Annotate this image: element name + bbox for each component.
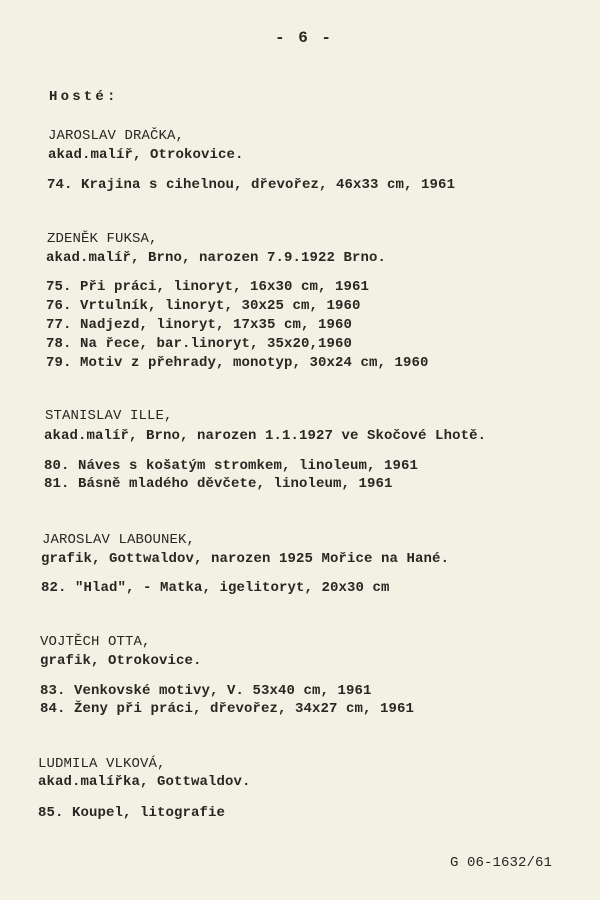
- artist-name: JAROSLAV DRAČKA,: [48, 128, 185, 144]
- document-code: G 06-1632/61: [450, 855, 553, 871]
- work-entry: 83. Venkovské motivy, V. 53x40 cm, 1961: [40, 683, 372, 699]
- page-number: - 6 -: [275, 29, 334, 47]
- work-entry: 84. Ženy při práci, dřevořez, 34x27 cm, 1961: [40, 701, 415, 717]
- artist-bio: grafik, Gottwaldov, narozen 1925 Mořice na Hané.: [41, 551, 450, 567]
- artist-bio: grafik, Otrokovice.: [40, 653, 202, 669]
- artist-name: LUDMILA VLKOVÁ,: [38, 756, 166, 772]
- work-entry: 85. Koupel, litografie: [38, 805, 226, 821]
- work-entry: 81. Básně mladého děvčete, linoleum, 1961: [44, 476, 393, 492]
- work-entry: 78. Na řece, bar.linoryt, 35x20,1960: [46, 336, 353, 352]
- work-entry: 76. Vrtulník, linoryt, 30x25 cm, 1960: [46, 298, 361, 314]
- work-entry: 75. Při práci, linoryt, 16x30 cm, 1961: [46, 279, 370, 295]
- work-entry: 80. Náves s košatým stromkem, linoleum, 1961: [44, 458, 419, 474]
- artist-bio: akad.malíř, Brno, narozen 7.9.1922 Brno.: [46, 250, 387, 266]
- artist-name: JAROSLAV LABOUNEK,: [42, 532, 196, 548]
- artist-bio: akad.malíř, Brno, narozen 1.1.1927 ve Skočové Lhotě.: [44, 428, 487, 444]
- work-entry: 77. Nadjezd, linoryt, 17x35 cm, 1960: [46, 317, 353, 333]
- artist-bio: akad.malíř, Otrokovice.: [48, 147, 244, 163]
- work-entry: 82. "Hlad", - Matka, igelitoryt, 20x30 cm: [41, 580, 390, 596]
- work-entry: 74. Krajina s cihelnou, dřevořez, 46x33 cm, 1961: [47, 177, 456, 193]
- artist-name: ZDENĚK FUKSA,: [47, 231, 158, 247]
- artist-name: STANISLAV ILLE,: [45, 408, 173, 424]
- artist-name: VOJTĚCH OTTA,: [40, 634, 151, 650]
- work-entry: 79. Motiv z přehrady, monotyp, 30x24 cm, 1960: [46, 355, 429, 371]
- artist-bio: akad.malířka, Gottwaldov.: [38, 774, 251, 790]
- section-heading: Hosté:: [49, 89, 119, 105]
